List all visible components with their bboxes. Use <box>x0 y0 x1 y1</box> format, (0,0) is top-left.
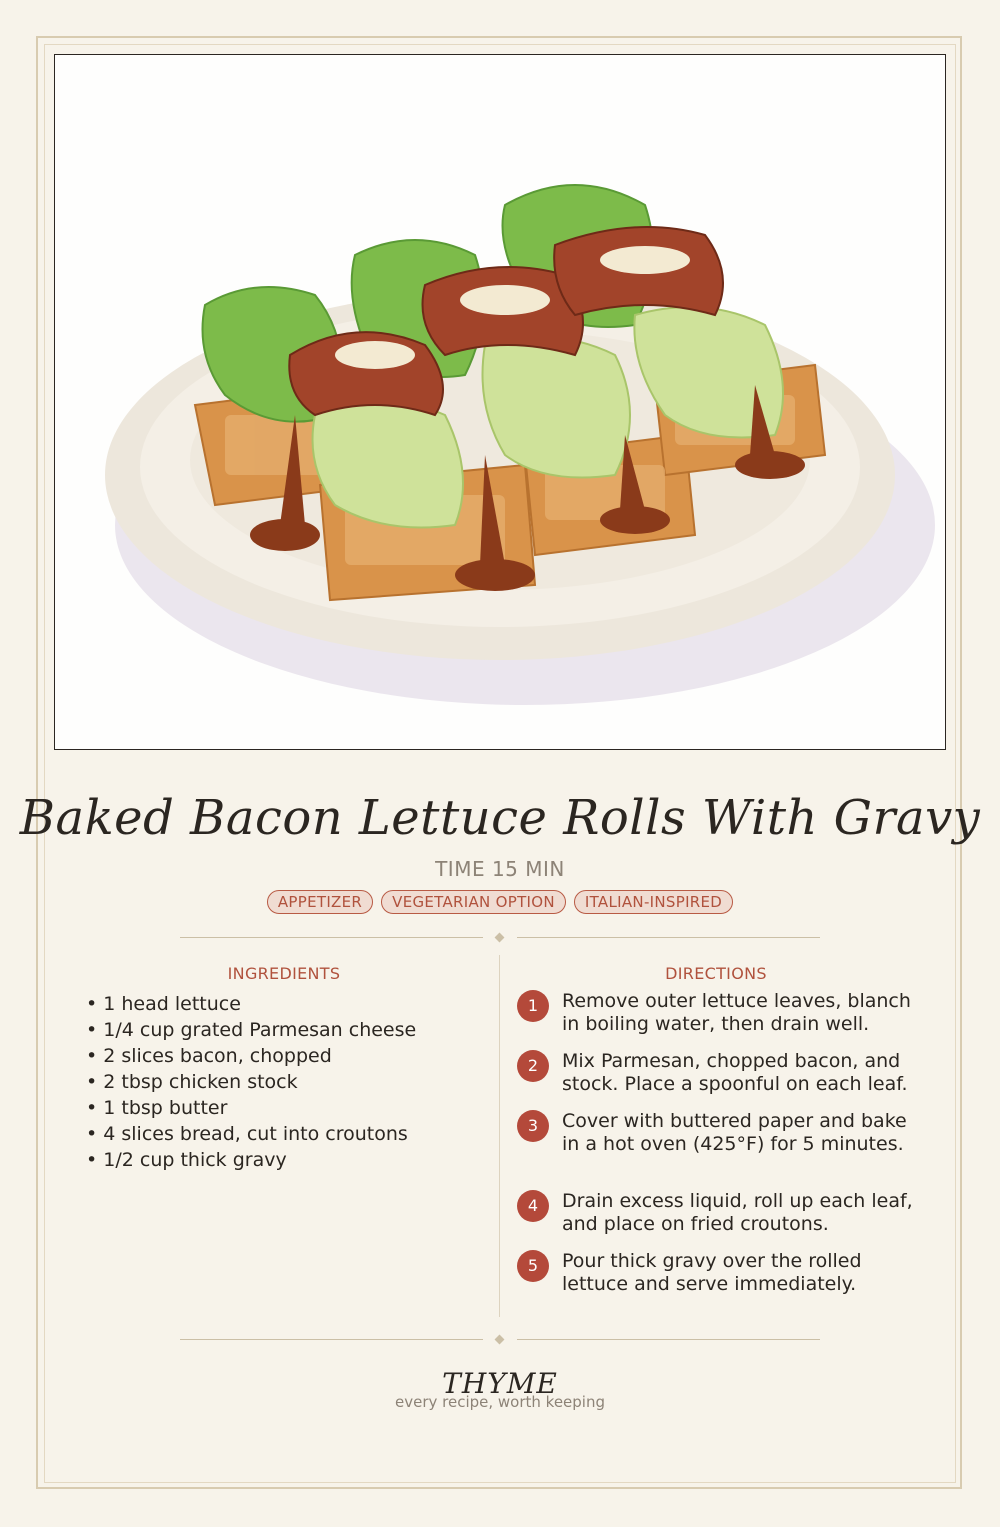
tag-list <box>0 890 1000 914</box>
direction-step <box>517 990 927 1050</box>
brand-tagline: every recipe, worth keeping <box>394 1393 605 1411</box>
step-number-badge: 4 <box>517 1190 549 1222</box>
step-text: Cover with buttered paper and bake in a hot oven (425°F) for 5 minutes. <box>562 1110 907 1155</box>
diamond-ornament-icon <box>495 933 505 943</box>
section-divider-bottom <box>180 1334 820 1346</box>
directions-list <box>517 990 927 1310</box>
step-number-badge: 5 <box>517 1250 549 1282</box>
tag-appetizer: APPETIZER <box>267 890 373 914</box>
step-text: Remove outer lettuce leaves, blanch in boiling water, then drain well. <box>562 990 911 1035</box>
brand-logo-text: THYME <box>442 1367 558 1400</box>
step-text: Pour thick gravy over the rolled lettuce and serve immediately. <box>562 1250 862 1295</box>
directions-heading: DIRECTIONS <box>665 964 767 983</box>
ingredient-item: • 2 tbsp chicken stock <box>86 1069 486 1095</box>
step-number-badge: 3 <box>517 1110 549 1142</box>
step-number-badge: 1 <box>517 990 549 1022</box>
dish-illustration <box>54 54 946 750</box>
recipe-time: TIME 15 MIN <box>435 857 565 881</box>
tag-vegetarian-option: VEGETARIAN OPTION <box>381 890 566 914</box>
step-text: Mix Parmesan, chopped bacon, and stock. Place a spoonful on each leaf. <box>562 1050 908 1095</box>
ingredients-heading: INGREDIENTS <box>227 964 341 983</box>
direction-step <box>517 1190 927 1250</box>
ingredient-item: • 1 head lettuce <box>86 991 486 1017</box>
column-divider <box>499 955 500 1317</box>
direction-step <box>517 1250 927 1310</box>
step-number-badge: 2 <box>517 1050 549 1082</box>
ingredient-item: • 1/4 cup grated Parmesan cheese <box>86 1017 486 1043</box>
direction-step <box>517 1050 927 1110</box>
recipe-title: Baked Bacon Lettuce Rolls With Gravy <box>19 790 981 846</box>
step-text: Drain excess liquid, roll up each leaf, and place on fried croutons. <box>562 1190 913 1235</box>
diamond-ornament-icon <box>495 1335 505 1345</box>
tag-italian-inspired: ITALIAN-INSPIRED <box>574 890 733 914</box>
direction-step <box>517 1110 927 1190</box>
ingredient-item: • 1 tbsp butter <box>86 1095 486 1121</box>
ingredients-list <box>86 991 486 1173</box>
ingredient-item: • 1/2 cup thick gravy <box>86 1147 486 1173</box>
divider-line <box>180 937 483 938</box>
ingredient-item: • 2 slices bacon, chopped <box>86 1043 486 1069</box>
divider-line <box>517 1339 820 1340</box>
ingredient-item: • 4 slices bread, cut into croutons <box>86 1121 486 1147</box>
section-divider-top <box>180 932 820 944</box>
divider-line <box>180 1339 483 1340</box>
divider-line <box>517 937 820 938</box>
